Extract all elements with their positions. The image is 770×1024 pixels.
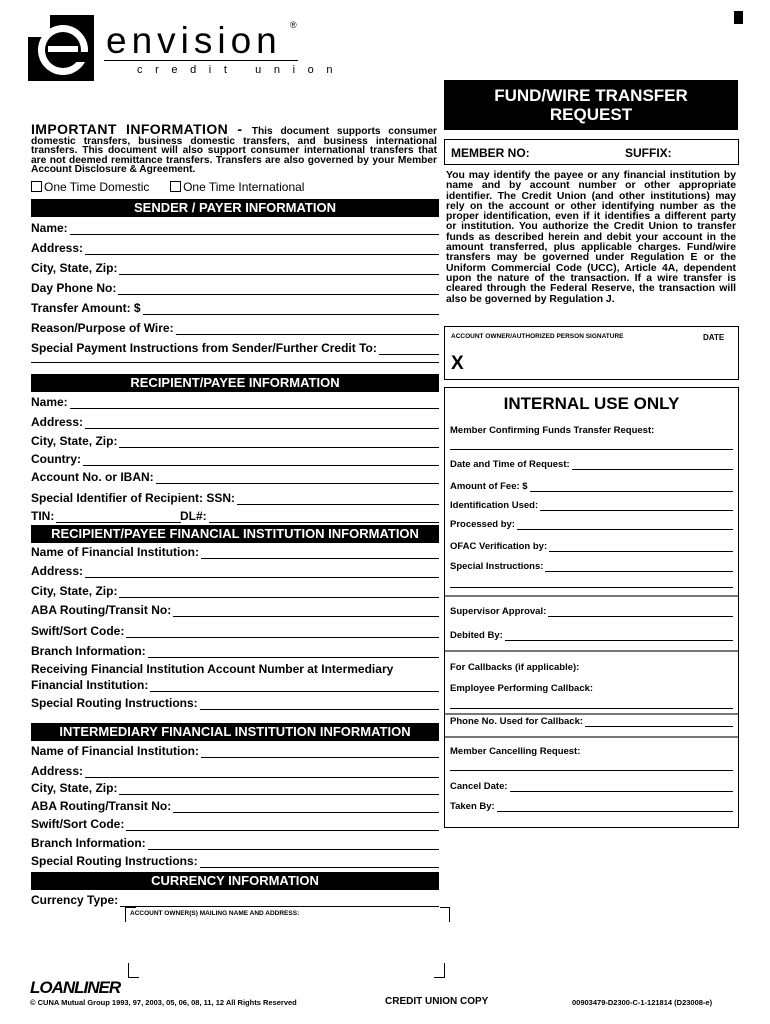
field-label: Country: [31, 452, 81, 466]
logo-registered-mark: ® [290, 20, 297, 30]
transfer-type-options [31, 180, 304, 194]
receiving-fi-account-field[interactable] [31, 678, 439, 692]
field-label: Name: [31, 395, 68, 409]
field-label: Date and Time of Request: [450, 459, 570, 470]
date-time-field[interactable] [450, 459, 733, 470]
international-checkbox[interactable] [170, 181, 181, 192]
form-code: 00903479-D2300-C-1-121814 (D23008-e) [572, 998, 713, 1007]
signature-x-mark: X [451, 353, 464, 374]
field-label: OFAC Verification by: [450, 541, 548, 552]
currency-type-field[interactable] [31, 893, 439, 907]
field-label: Address: [31, 764, 84, 778]
sender-heading: SENDER / PAYER INFORMATION [31, 199, 439, 217]
special-instructions-field[interactable] [450, 561, 733, 572]
signature-box[interactable] [444, 326, 739, 380]
intermediary-branch-field[interactable] [31, 836, 439, 850]
confirming-line[interactable] [450, 449, 733, 450]
field-label: Address: [31, 415, 84, 429]
mailing-address-label: ACCOUNT OWNER(S) MAILING NAME AND ADDRESS: [130, 910, 300, 917]
field-label: Supervisor Approval: [450, 606, 547, 617]
field-label: City, State, Zip: [31, 261, 118, 275]
field-label: Processed by: [450, 519, 515, 530]
field-label: Debited By: [450, 630, 503, 641]
cancel-date-field[interactable] [450, 781, 733, 792]
intermediary-swift-field[interactable] [31, 817, 439, 831]
field-label: Swift/Sort Code: [31, 817, 125, 831]
suffix-label[interactable]: SUFFIX: [625, 146, 672, 160]
title-line-1: FUND/WIRE TRANSFER [494, 86, 688, 105]
field-label: ABA Routing/Transit No: [31, 799, 172, 813]
domestic-checkbox[interactable] [31, 181, 42, 192]
recipient-heading: RECIPIENT/PAYEE INFORMATION [31, 374, 439, 392]
cancelling-line[interactable] [450, 770, 733, 771]
field-label: Special Instructions: [450, 561, 544, 572]
field-label: DL#: [180, 509, 207, 523]
recipient-address-field[interactable] [31, 415, 439, 429]
recipient-fi-swift-field[interactable] [31, 624, 439, 638]
field-label: Phone No. Used for Callback: [450, 716, 584, 727]
field-label: Branch Information: [31, 836, 146, 850]
debited-by-field[interactable] [450, 630, 733, 641]
field-label: Special Routing Instructions: [31, 854, 198, 868]
ofac-field[interactable] [450, 541, 733, 552]
corner-mark [734, 11, 743, 24]
internal-separator [445, 736, 738, 738]
field-label: Reason/Purpose of Wire: [31, 321, 174, 335]
internal-separator [445, 650, 738, 652]
field-label: Name: [31, 221, 68, 235]
field-label: Branch Information: [31, 644, 146, 658]
supervisor-approval-field[interactable] [450, 606, 733, 617]
recipient-tin-field[interactable] [31, 509, 181, 523]
internal-use-title: INTERNAL USE ONLY [503, 394, 680, 413]
recipient-fi-city-field[interactable] [31, 584, 439, 598]
envision-logo-icon [28, 15, 94, 81]
intermediary-heading: INTERMEDIARY FINANCIAL INSTITUTION INFORMATION [31, 723, 439, 741]
special-payment-field[interactable] [31, 341, 439, 355]
logo-subtitle: credit union [137, 64, 346, 76]
field-label: City, State, Zip: [31, 781, 118, 795]
member-no-label[interactable]: MEMBER NO: [451, 146, 530, 160]
field-label: Swift/Sort Code: [31, 624, 125, 638]
receiving-fi-label-line1: Receiving Financial Institution Account Number at Intermediary [31, 662, 394, 676]
recipient-city-field[interactable] [31, 434, 439, 448]
field-label: City, State, Zip: [31, 434, 118, 448]
taken-by-field[interactable] [450, 801, 733, 812]
confirming-label: Member Confirming Funds Transfer Request: [450, 425, 655, 436]
sender-address-field[interactable] [31, 241, 439, 255]
signature-label: ACCOUNT OWNER/AUTHORIZED PERSON SIGNATURE [451, 333, 624, 340]
recipient-dl-field[interactable] [180, 509, 439, 523]
field-label: Name of Financial Institution: [31, 545, 200, 559]
recipient-country-field[interactable] [31, 452, 439, 466]
fee-field[interactable] [450, 481, 733, 492]
field-label: Financial Institution: [31, 678, 149, 692]
transfer-amount-field[interactable] [31, 301, 439, 315]
intermediary-aba-field[interactable] [31, 799, 439, 813]
field-label: Special Identifier of Recipient: SSN: [31, 491, 236, 505]
field-label: Address: [31, 564, 84, 578]
cancelling-label: Member Cancelling Request: [450, 746, 581, 757]
recipient-fi-address-field[interactable] [31, 564, 439, 578]
currency-heading: CURRENCY INFORMATION [31, 872, 439, 890]
recipient-fi-heading: RECIPIENT/PAYEE FINANCIAL INSTITUTION INFORMATION [31, 525, 439, 543]
employee-callback-label: Employee Performing Callback: [450, 683, 594, 694]
recipient-fi-routing-field[interactable] [31, 696, 439, 710]
internal-use-box [444, 387, 739, 828]
member-box [444, 139, 739, 165]
field-label: Special Payment Instructions from Sender/Further Credit To: [31, 341, 377, 355]
field-label: Day Phone No: [31, 281, 117, 295]
field-label: Name of Financial Institution: [31, 744, 200, 758]
credit-union-copy-label: CREDIT UNION COPY [385, 996, 489, 1007]
recipient-fi-name-field[interactable] [31, 545, 439, 559]
signature-date-label: DATE [703, 333, 725, 342]
account-iban-field[interactable] [31, 470, 439, 484]
field-label: City, State, Zip: [31, 584, 118, 598]
internal-separator [445, 595, 738, 597]
domestic-label: One Time Domestic [44, 180, 150, 194]
important-heading: IMPORTANT INFORMATION - [31, 121, 252, 137]
disclaimer-text: You may identify the payee or any financial institution by name and by account number or other appropriate identifier. The Credit Union (and other institutions) may rely on the account or other identifying number as the proper identification, even if it identifies a different party or institution. You authorize the Credit Union to transfer funds as described herein and debit your account in the amount transferred, plus applicable charges. Fund/wire transfers may be governed under Regulation E or the Uniform Commercial Code (UCC), Article 4A, dependent upon the nature of the transaction. If a wire transfer is cleared through the Federal Reserve, the transaction will also be governed by Regulation J. [446, 170, 736, 305]
employee-callback-line[interactable] [450, 708, 733, 709]
form-title [444, 80, 738, 130]
internal-separator [445, 713, 738, 715]
sender-city-field[interactable] [31, 261, 439, 275]
reason-purpose-field[interactable] [31, 321, 439, 335]
callbacks-label: For Callbacks (if applicable): [450, 662, 580, 673]
special-instructions-line[interactable] [450, 587, 733, 588]
processed-by-field[interactable] [450, 519, 733, 530]
intermediary-address-field[interactable] [31, 764, 439, 778]
callback-phone-field[interactable] [450, 716, 733, 727]
logo-wordmark: envision [106, 20, 282, 61]
recipient-fi-branch-field[interactable] [31, 644, 439, 658]
field-label: Address: [31, 241, 84, 255]
intermediary-name-field[interactable] [31, 744, 439, 758]
field-label: Currency Type: [31, 893, 119, 907]
intermediary-routing-field[interactable] [31, 854, 439, 868]
logo-rule [104, 60, 298, 61]
field-label: Taken By: [450, 801, 495, 812]
field-label: Account No. or IBAN: [31, 470, 154, 484]
field-label: Cancel Date: [450, 781, 508, 792]
intermediary-city-field[interactable] [31, 781, 439, 795]
sender-extra-line [31, 362, 439, 363]
loanliner-logo: LOANLINER [30, 978, 121, 997]
field-label: TIN: [31, 509, 55, 523]
important-text: This document supports consumer domestic transfers, business domestic transfers, and business international transfers. This document will also support consumer international transfers that are not deemed remittance transfers. Transfers are also governed by your Member Account Disclosure & Agreement. [31, 126, 437, 176]
mailing-corner-br [434, 963, 445, 978]
title-line-2: REQUEST [549, 105, 633, 124]
field-label: Special Routing Instructions: [31, 696, 198, 710]
copyright-text: © CUNA Mutual Group 1993, 97, 2003, 05, 06, 08, 11, 12 All Rights Reserved [30, 998, 297, 1007]
sender-name-field[interactable] [31, 221, 439, 235]
important-information [31, 121, 437, 176]
mailing-corner-tr [440, 907, 450, 922]
field-label: Amount of Fee: $ [450, 481, 528, 492]
recipient-name-field[interactable] [31, 395, 439, 409]
mailing-corner-bl [128, 963, 139, 978]
field-label: Transfer Amount: $ [31, 301, 141, 315]
identification-field[interactable] [450, 500, 733, 511]
recipient-ssn-field[interactable] [31, 491, 439, 505]
recipient-fi-aba-field[interactable] [31, 603, 439, 617]
field-label: ABA Routing/Transit No: [31, 603, 172, 617]
international-label: One Time International [183, 180, 305, 194]
field-label: Identification Used: [450, 500, 539, 511]
sender-phone-field[interactable] [31, 281, 439, 295]
